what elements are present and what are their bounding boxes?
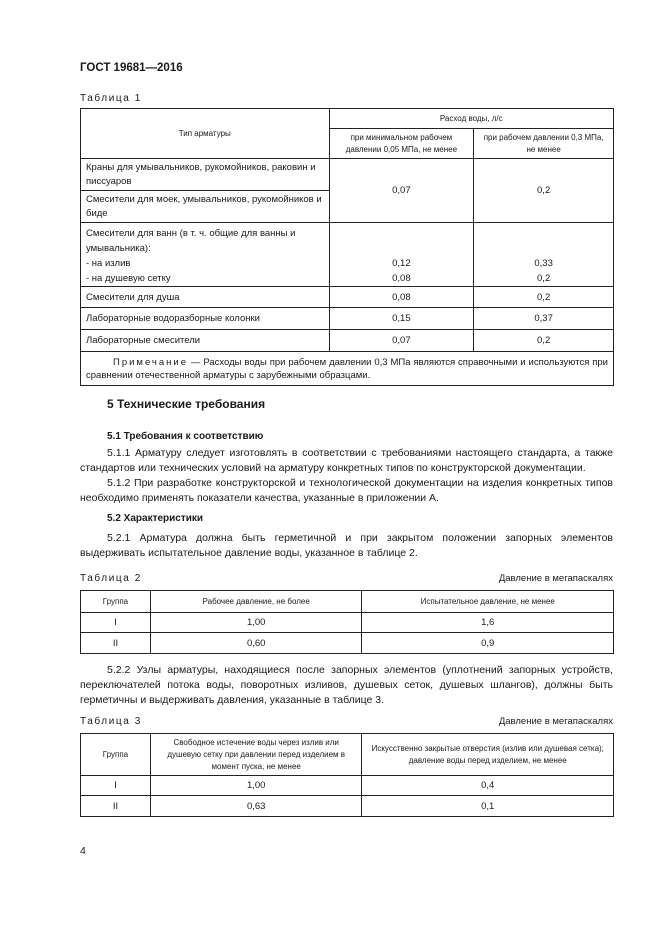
table1-header-type: Тип арматуры (81, 109, 330, 159)
table3-cell: II (81, 796, 151, 817)
table3 (80, 733, 614, 817)
table1-cell: 0,2 (537, 273, 551, 284)
table1-cell: 0,37 (474, 308, 614, 330)
paragraph-511: 5.1.1 Арматуру следует изготовлять в соответствии с требованиями настоящего стандарта, а также стандартов или технических условий на арматуру конкретных типов по конструкторской документации. (80, 447, 613, 474)
table1-cell: 0,07 (329, 330, 474, 352)
table1-row-label: Смесители для ванн (в т. ч. общие для ванны и умывальника): (86, 228, 296, 254)
table2-cell: 1,00 (150, 613, 362, 633)
table1-row-label: Смесители для моек, умывальников, рукомойников и биде (81, 191, 330, 223)
paragraph-522: 5.2.2 Узлы арматуры, находящиеся после запорных элементов (уплотнений запорных устройств, переключателей потока воды, поворотных изливов, душевых сеток, душевых шлангов), должны быть герметичны и выдерживать давления, указанные в таблице 3. (80, 664, 613, 706)
paragraph-521: 5.2.1 Арматура должна быть герметичной и при закрытом положении запорных элементов выдерживать испытательное давление воды, указанное в таблице 2. (80, 532, 613, 559)
table2-cell: 1,6 (362, 613, 614, 633)
table3-cell: I (81, 776, 151, 796)
table1-cell: 0,07 (329, 159, 474, 223)
table3-cell: 0,63 (150, 796, 362, 817)
table3-cell: 1,00 (150, 776, 362, 796)
paragraph (80, 531, 613, 561)
table3-caption: Таблица 3 (80, 716, 142, 727)
document-header: ГОСТ 19681—2016 (80, 62, 183, 74)
table1-caption: Таблица 1 (80, 93, 142, 104)
table1 (80, 108, 614, 386)
table2-header-test: Испытательное давление, не менее (362, 591, 614, 613)
table1-note-label: Примечание (113, 356, 188, 368)
table3-header-free: Свободное истечение воды через излив или душевую сетку при давлении перед изделием в момент пуска, не менее (150, 734, 362, 776)
table1-cell-group (474, 223, 614, 287)
page-number: 4 (80, 845, 86, 857)
table1-cell-group (329, 223, 474, 287)
subsection-title: 5.1 Требования к соответствию (107, 431, 264, 442)
table1-row-label: Смесители для душа (81, 287, 330, 308)
table1-note-text: — Расходы воды при рабочем давлении 0,3 МПа являются справочными и используются при сравнении отечественной арматуры с зарубежными образцами. (86, 356, 608, 381)
table3-units: Давление в мегапаскалях (498, 716, 613, 727)
table1-cell: 0,2 (474, 287, 614, 308)
table1-header-work: при рабочем давлении 0,3 МПа, не менее (474, 129, 614, 159)
table1-row-group (81, 223, 330, 287)
subsection-title: 5.2 Характеристики (107, 513, 204, 524)
table1-cell: 0,12 (392, 258, 411, 269)
table2-header-work: Рабочее давление, не более (150, 591, 362, 613)
table1-cell: 0,2 (474, 330, 614, 352)
table2-cell: II (81, 633, 151, 654)
table1-note (81, 352, 614, 386)
table1-cell: 0,08 (329, 287, 474, 308)
paragraph (80, 446, 613, 506)
table1-header-min: при минимальном рабочем давлении 0,05 МПа, не менее (329, 129, 474, 159)
table1-cell: 0,2 (474, 159, 614, 223)
table2-caption: Таблица 2 (80, 573, 142, 584)
table1-row-label: Лабораторные водоразборные колонки (81, 308, 330, 330)
table1-row-sublabel: - на душевую сетку (86, 273, 171, 284)
table2-header-group: Группа (81, 591, 151, 613)
table1-header-flow: Расход воды, л/с (329, 109, 614, 129)
table2-cell: I (81, 613, 151, 633)
table1-cell: 0,08 (392, 273, 411, 284)
table1-row-label: Лабораторные смесители (81, 330, 330, 352)
table1-cell: 0,33 (534, 258, 553, 269)
table3-cell: 0,1 (362, 796, 614, 817)
table2 (80, 590, 614, 654)
paragraph-512: 5.1.2 При разработке конструкторской и технологической документации на изделия конкретных типов необходимо применять показатели качества, указанные в приложении А. (80, 477, 613, 504)
table1-row-label: Краны для умывальников, рукомойников, раковин и писсуаров (81, 159, 330, 191)
paragraph (80, 663, 613, 708)
table1-row-sublabel: - на излив (86, 258, 131, 269)
table3-cell: 0,4 (362, 776, 614, 796)
section-title: 5 Технические требования (107, 397, 266, 411)
table1-cell: 0,15 (329, 308, 474, 330)
table3-header-group: Группа (81, 734, 151, 776)
table2-cell: 0,9 (362, 633, 614, 654)
table2-cell: 0,60 (150, 633, 362, 654)
table2-units: Давление в мегапаскалях (498, 573, 613, 584)
table3-header-closed: Искусственно закрытые отверстия (излив или душевая сетка); давление воды перед изделием, не менее (362, 734, 614, 776)
